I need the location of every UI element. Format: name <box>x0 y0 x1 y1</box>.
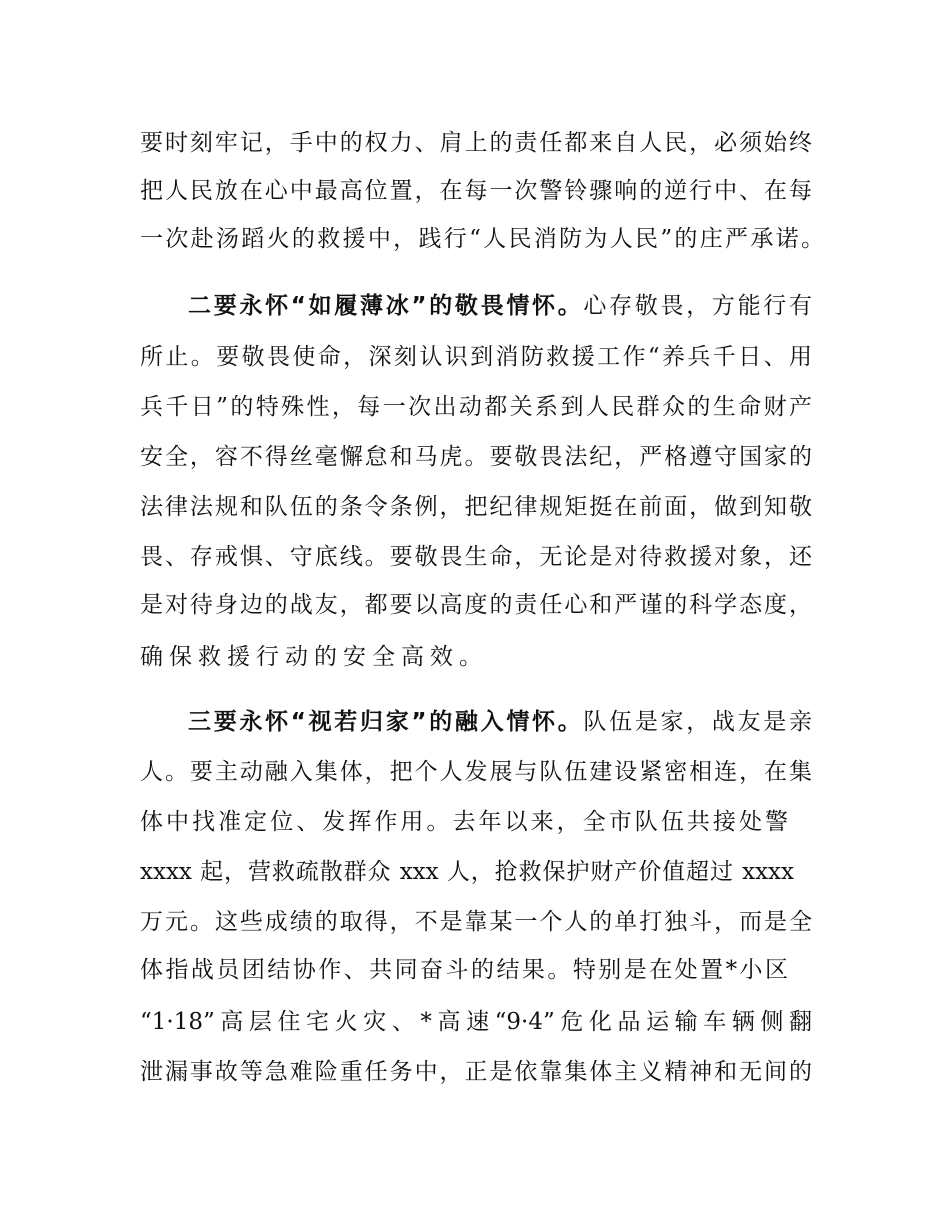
text-line: 法律法规和队伍的条令条例，把纪律规矩挺在前面，做到知敬 <box>140 494 812 520</box>
text-line: 把人民放在心中最高位置，在每一次警铃骤响的逆行中、在每 <box>140 178 812 204</box>
text-line: 体中找准定位、发挥作用。去年以来，全市队伍共接处警 <box>140 809 788 835</box>
text-line: 确保救援行动的安全高效。 <box>140 644 488 670</box>
text-span: 队伍是家，战友是亲 <box>583 709 813 735</box>
text-line: 一次赴汤蹈火的救援中，践行“人民消防为人民”的庄严承诺。 <box>140 226 824 252</box>
text-line: 畏、存戒惧、守底线。要敬畏生命，无论是对待救援对象，还 <box>140 544 812 570</box>
text-span: 心存敬畏，方能行有 <box>583 293 813 319</box>
text-line: 人。要主动融入集体，把个人发展与队伍建设紧密相连，在集 <box>140 759 812 785</box>
text-line: 要时刻牢记，手中的权力、肩上的责任都来自人民，必须始终 <box>140 130 812 156</box>
text-line: 体指战员团结协作、共同奋斗的结果。特别是在处置*小区 <box>140 957 788 983</box>
text-line: 万元。这些成绩的取得，不是靠某一个人的单打独斗，而是全 <box>140 909 812 935</box>
text-line: 是对待身边的战友，都要以高度的责任心和严谨的科学态度， <box>140 592 812 618</box>
text-line: 泄漏事故等急难险重任务中，正是依靠集体主义精神和无间的 <box>140 1059 812 1085</box>
text-line: “1·18”高层住宅火灾、*高速“9·4”危化品运输车辆侧翻 <box>140 1009 812 1035</box>
text-line: xxxx 起，营救疏散群众 xxx 人，抢救保护财产价值超过 xxxx <box>140 859 794 885</box>
text-line: 所止。要敬畏使命，深刻认识到消防救援工作“养兵千日、用 <box>140 344 812 370</box>
paragraph-heading: 三要永怀“视若归家”的融入情怀。 <box>188 709 584 735</box>
text-line <box>188 707 812 737</box>
text-line: 兵千日”的特殊性，每一次出动都关系到人民群众的生命财产 <box>140 394 812 420</box>
text-line <box>188 291 812 321</box>
text-line: 安全，容不得丝毫懈怠和马虎。要敬畏法纪，严格遵守国家的 <box>140 444 812 470</box>
paragraph-heading: 二要永怀“如履薄冰”的敬畏情怀。 <box>188 293 584 319</box>
